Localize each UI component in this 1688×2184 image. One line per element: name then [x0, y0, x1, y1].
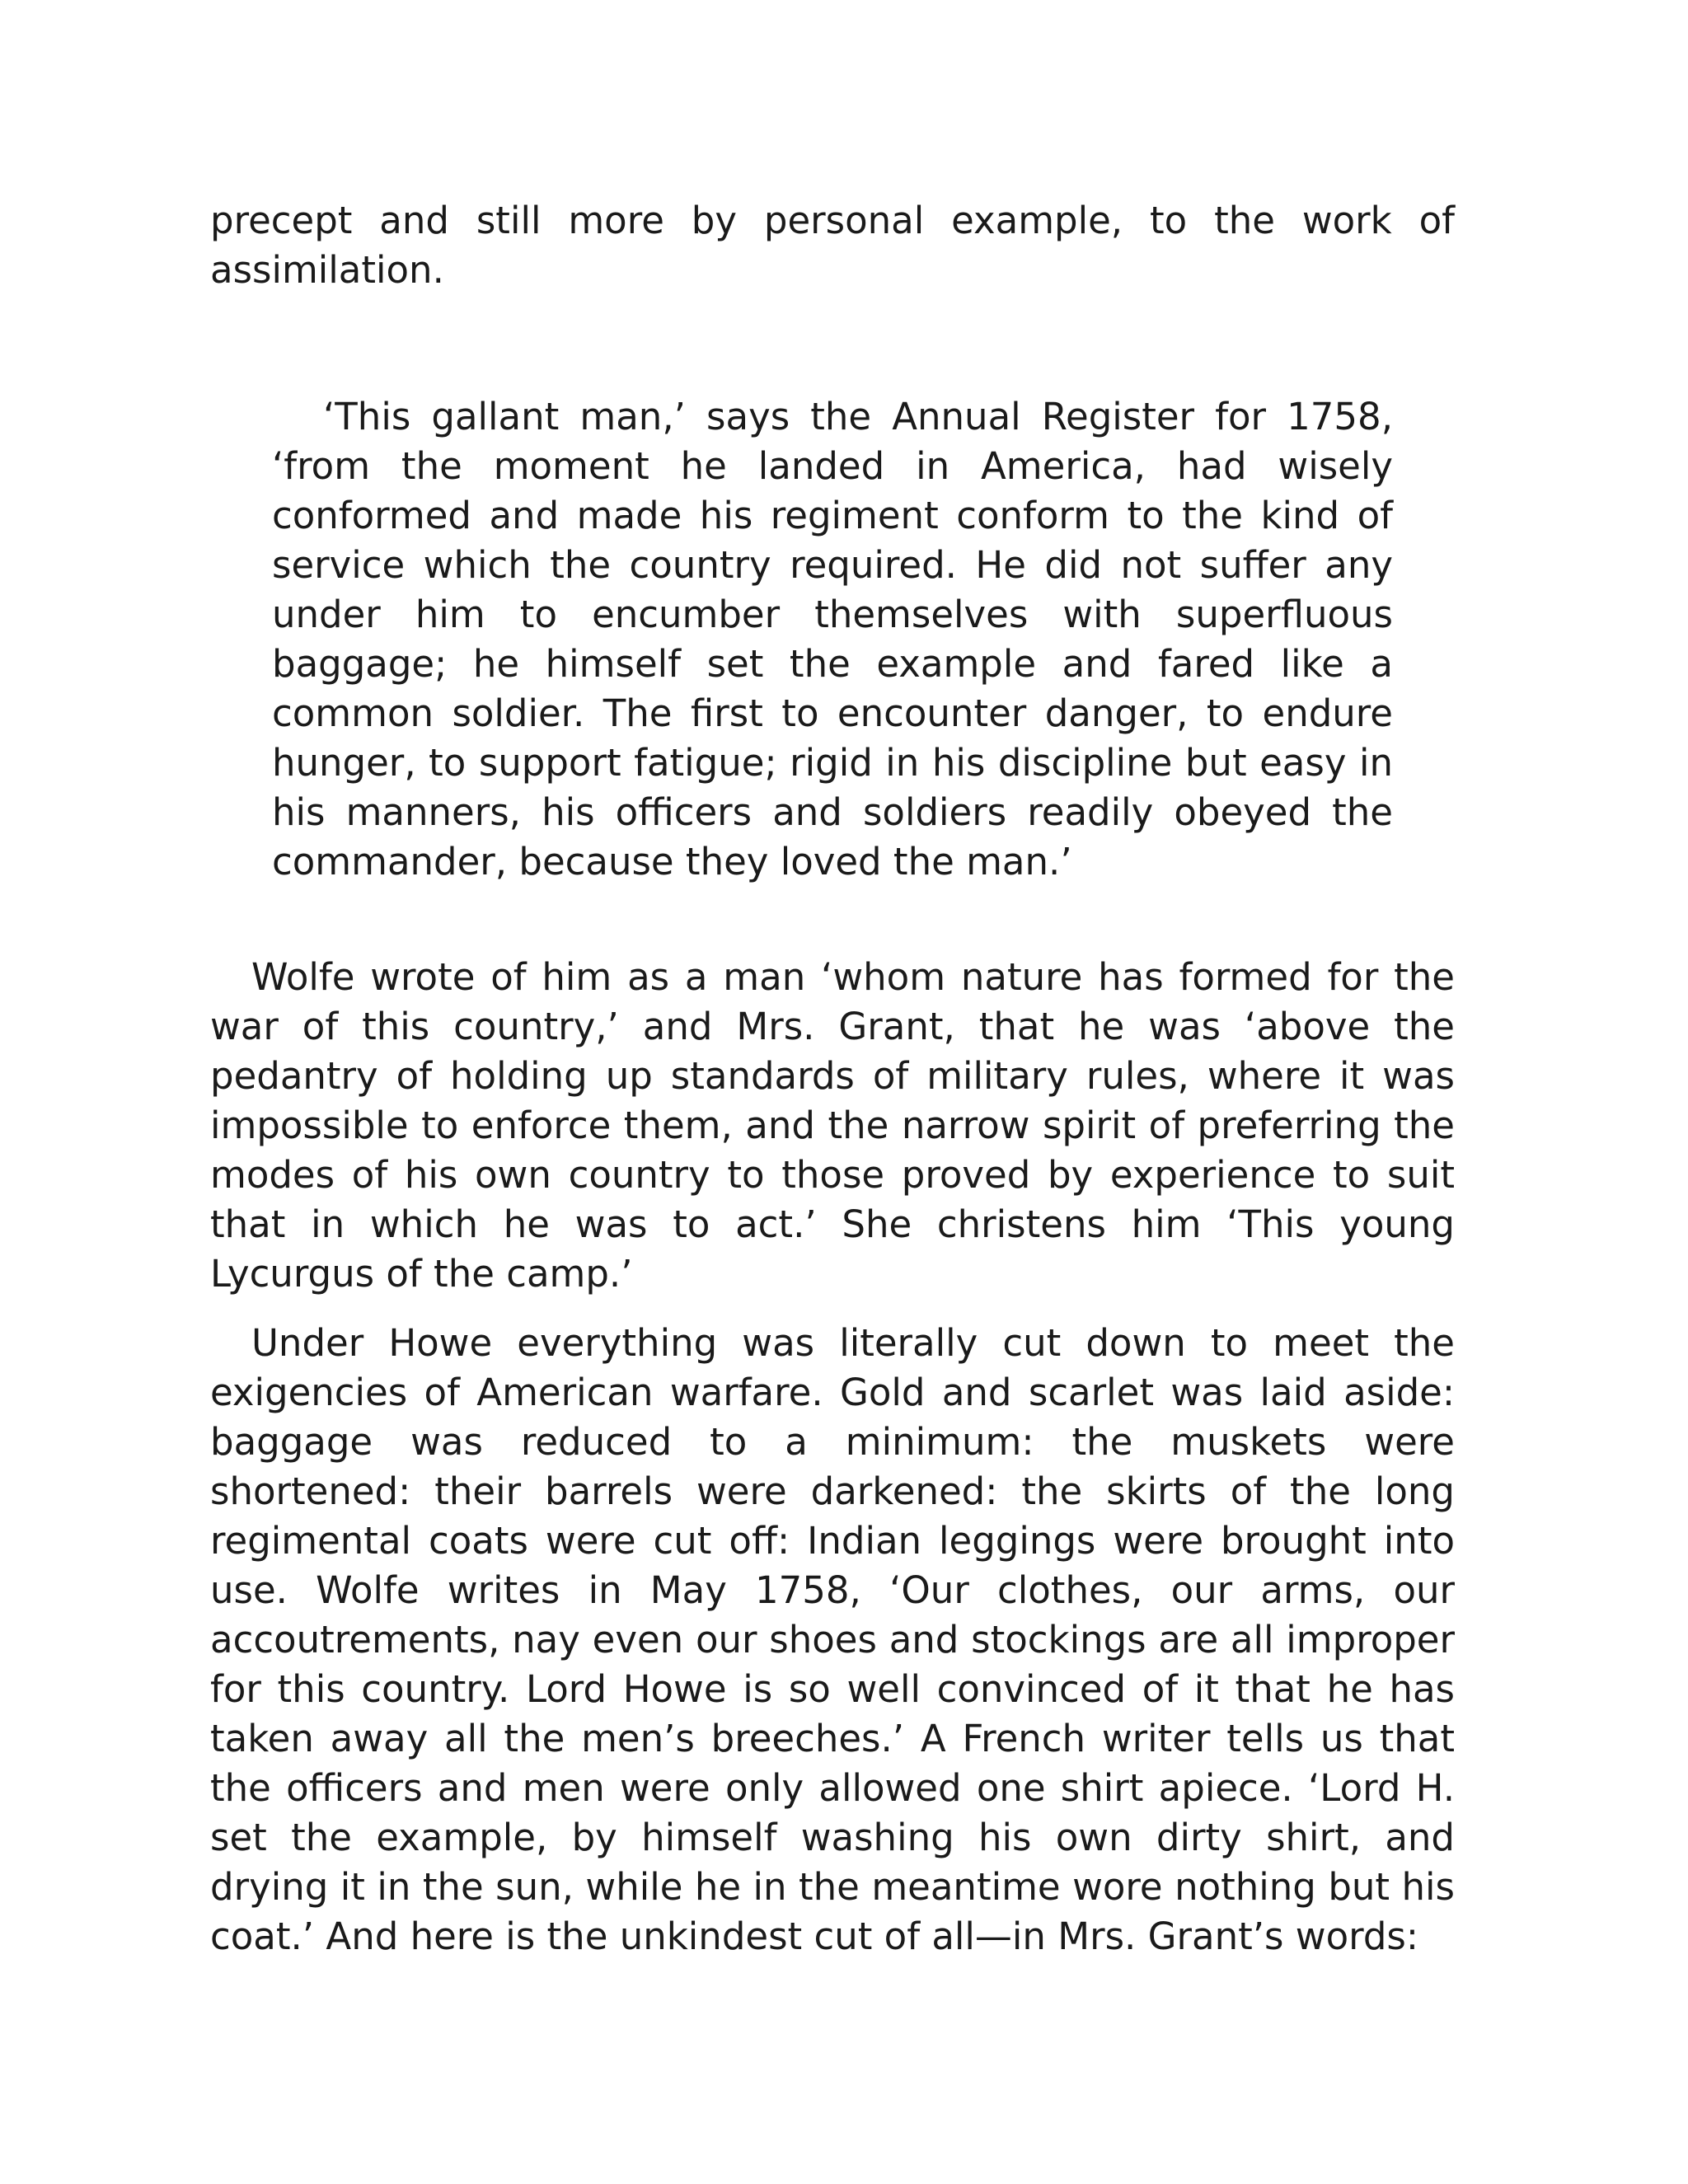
- page-body: [210, 196, 1455, 1961]
- continuation-paragraph: precept and still more by personal example, to the work of assimilation.: [210, 199, 1455, 292]
- paragraph-howe: Under Howe everything was literally cut down to meet the exigencies of American warfare. Gold and scarlet was laid aside: baggage was reduced to a minimum: the muskets were shortened: their barrels were darkened: the skirts of the long regimental coats were cut off: Indian leggings were brought into use. Wolfe writes in May 1758, ‘Our clothes, our arms, our accoutrements, nay even our shoes and stockings are all improper for this country. Lord Howe is so well convinced of it that he has taken away all the men’s breeches.’ A French writer tells us that the officers and men were only allowed one shirt apiece. ‘Lord H. set the example, by himself washing his own dirty shirt, and drying it in the sun, while he in the meantime wore nothing but his coat.’ And here is the unkindest cut of all—in Mrs. Grant’s words:: [210, 1321, 1455, 1958]
- block-quote: ‘This gallant man,’ says the Annual Register for 1758, ‘from the moment he landed in America, had wisely conformed and made his regiment conform to the kind of service which the country required. He did not suffer any under him to encumber themselves with superfluous baggage; he himself set the example and fared like a common soldier. The first to encounter danger, to endure hunger, to support fatigue; rigid in his discipline but easy in his manners, his officers and soldiers readily obeyed the commander, because they loved the man.’: [272, 395, 1393, 883]
- paragraph-wolfe: Wolfe wrote of him as a man ‘whom nature has formed for the war of this country,’ and Mrs. Grant, that he was ‘above the pedantry of holding up standards of military rules, where it was impossible to enforce them, and the narrow spirit of preferring the modes of his own country to those proved by experience to suit that in which he was to act.’ She christens him ‘This young Lycurgus of the camp.’: [210, 955, 1455, 1296]
